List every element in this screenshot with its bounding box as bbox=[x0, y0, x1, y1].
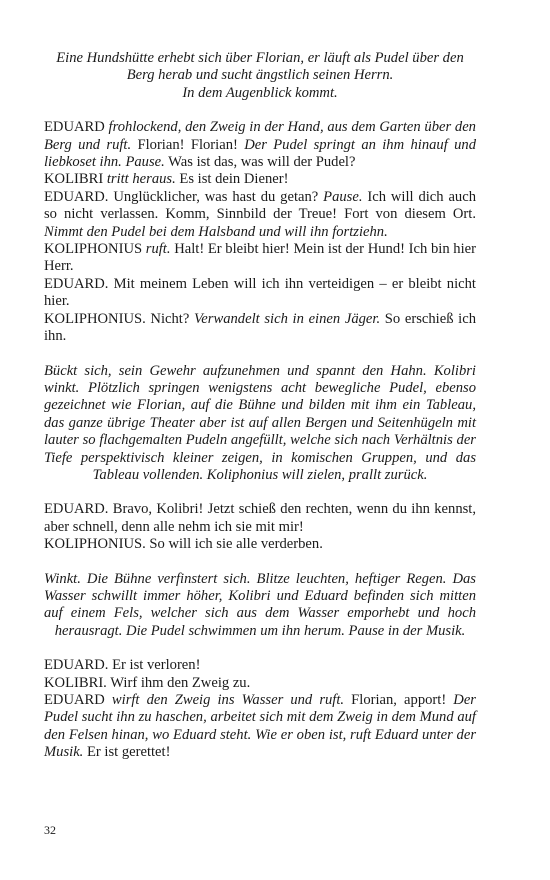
dialogue-block bbox=[44, 657, 476, 761]
dialogue-paragraph bbox=[44, 675, 476, 692]
speech-text: EDUARD. Unglücklicher, was hast du getan? bbox=[44, 188, 324, 205]
stage-direction-inline: Nimmt den Pudel bei dem Halsband und will ihn fortziehn. bbox=[44, 223, 388, 240]
stage-direction-inline: Der Pudel springt an ihm hinauf und liebkoset ihn. Pause. bbox=[44, 136, 477, 171]
stage-direction-inline: Verwandelt sich in einen Jäger. bbox=[194, 310, 381, 327]
stage-direction-inline: tritt heraus. bbox=[106, 171, 176, 188]
block-spacer bbox=[44, 640, 476, 657]
speech-text: EDUARD. Er ist verloren! bbox=[44, 657, 201, 674]
stage-direction: Eine Hundshütte erhebt sich über Florian, er läuft als Pudel über den bbox=[56, 50, 464, 66]
dialogue-paragraph bbox=[44, 276, 476, 311]
stage-direction: Bückt sich, sein Gewehr aufzunehmen und spannt den Hahn. Kolibri winkt. Plötzlich springen wenigstens acht bewegliche Pudel, ebenso gezeichnet wie Florian, auf die Bühne und bilden mit ihm ein Tableau, das ganze übrige Theater aber ist auf allen Bergen und Seitenhügeln mit lauter so flachgemalten Pudeln angefüllt, welche sich nach Verhältnis der Tiefe perspektivisch kleiner zeigen, in komischen Gruppen, und das Tableau vollenden. Koliphonius will zielen, prallt zurück. bbox=[44, 362, 476, 483]
speech-text: Florian, apport! bbox=[344, 692, 454, 708]
dialogue-paragraph bbox=[44, 171, 476, 188]
speech-text: Ich will dich auch so nicht verlassen. Komm, Sinnbild der Treue! Fort von diesem Ort. bbox=[44, 188, 477, 223]
speech-text: So erschieß ich ihn. bbox=[44, 310, 476, 345]
speech-text: EDUARD bbox=[44, 119, 109, 136]
dialogue-paragraph bbox=[44, 119, 476, 171]
page-number: 32 bbox=[44, 823, 56, 837]
stage-direction-block bbox=[44, 571, 476, 641]
dialogue-paragraph bbox=[44, 311, 476, 346]
dialogue-block bbox=[44, 501, 476, 553]
dialogue-paragraph bbox=[44, 241, 476, 276]
speech-text: KOLIBRI. Wirf ihm den Zweig zu. bbox=[44, 674, 251, 691]
block-spacer bbox=[44, 554, 476, 571]
speech-text: Er ist gerettet! bbox=[83, 744, 171, 761]
stage-direction-inline: frohlockend, den Zweig in der Hand, aus dem Garten über den Berg und ruft. bbox=[44, 119, 476, 153]
speech-text: Was ist das, was will der Pudel? bbox=[164, 154, 356, 171]
dialogue-block bbox=[44, 119, 476, 345]
block-spacer bbox=[44, 102, 476, 119]
speech-text: KOLIBRI bbox=[44, 171, 107, 188]
stage-direction: Berg herab und sucht ängstlich seinen Herrn. bbox=[126, 67, 394, 84]
stage-direction-inline: Pause. bbox=[323, 188, 363, 205]
speech-text: Florian! Florian! bbox=[131, 136, 245, 153]
stage-direction: In dem Augenblick kommt. bbox=[182, 84, 338, 101]
dialogue-paragraph bbox=[44, 501, 476, 536]
block-spacer bbox=[44, 484, 476, 501]
dialogue-paragraph bbox=[44, 189, 476, 241]
stage-direction-block bbox=[44, 50, 476, 102]
speech-text: KOLIPHONIUS bbox=[44, 241, 146, 258]
stage-direction-block bbox=[44, 363, 476, 485]
speech-text: KOLIPHONIUS. So will ich sie alle verderben. bbox=[44, 536, 323, 553]
dialogue-paragraph bbox=[44, 536, 476, 553]
speech-text: EDUARD bbox=[44, 692, 112, 708]
stage-direction-inline: Der Pudel sucht ihn zu haschen, arbeitet sich mit dem Zweig in dem Mund auf den Felsen hinan, wo Eduard steht. Wie er oben ist, ruft Eduard unter der Musik. bbox=[44, 692, 476, 761]
speech-text: EDUARD. Bravo, Kolibri! Jetzt schieß den rechten, wenn du ihn kennst, aber schnell, denn alle nehm ich sie mit mir! bbox=[44, 501, 476, 535]
dialogue-paragraph bbox=[44, 692, 476, 762]
stage-direction-inline: wirft den Zweig ins Wasser und ruft. bbox=[111, 692, 345, 708]
speech-text: KOLIPHONIUS. Nicht? bbox=[44, 310, 195, 327]
speech-text: Es ist dein Diener! bbox=[175, 171, 289, 188]
dialogue-paragraph bbox=[44, 657, 476, 674]
stage-direction: Winkt. Die Bühne verfinstert sich. Blitze leuchten, heftiger Regen. Das Wasser schwillt immer höher, Kolibri und Eduard befinden sich mitten auf einem Fels, welcher sich aus dem Wasser emporhebt und hoch herausragt. Die Pudel schwimmen um ihn herum. Pause in der Musik. bbox=[44, 570, 476, 639]
stage-direction-inline: ruft. bbox=[145, 241, 171, 258]
page-body bbox=[44, 50, 476, 762]
block-spacer bbox=[44, 346, 476, 363]
speech-text: EDUARD. Mit meinem Leben will ich ihn verteidigen – er bleibt nicht hier. bbox=[44, 275, 476, 310]
speech-text: Halt! Er bleibt hier! Mein ist der Hund! Ich bin hier Herr. bbox=[44, 241, 476, 275]
